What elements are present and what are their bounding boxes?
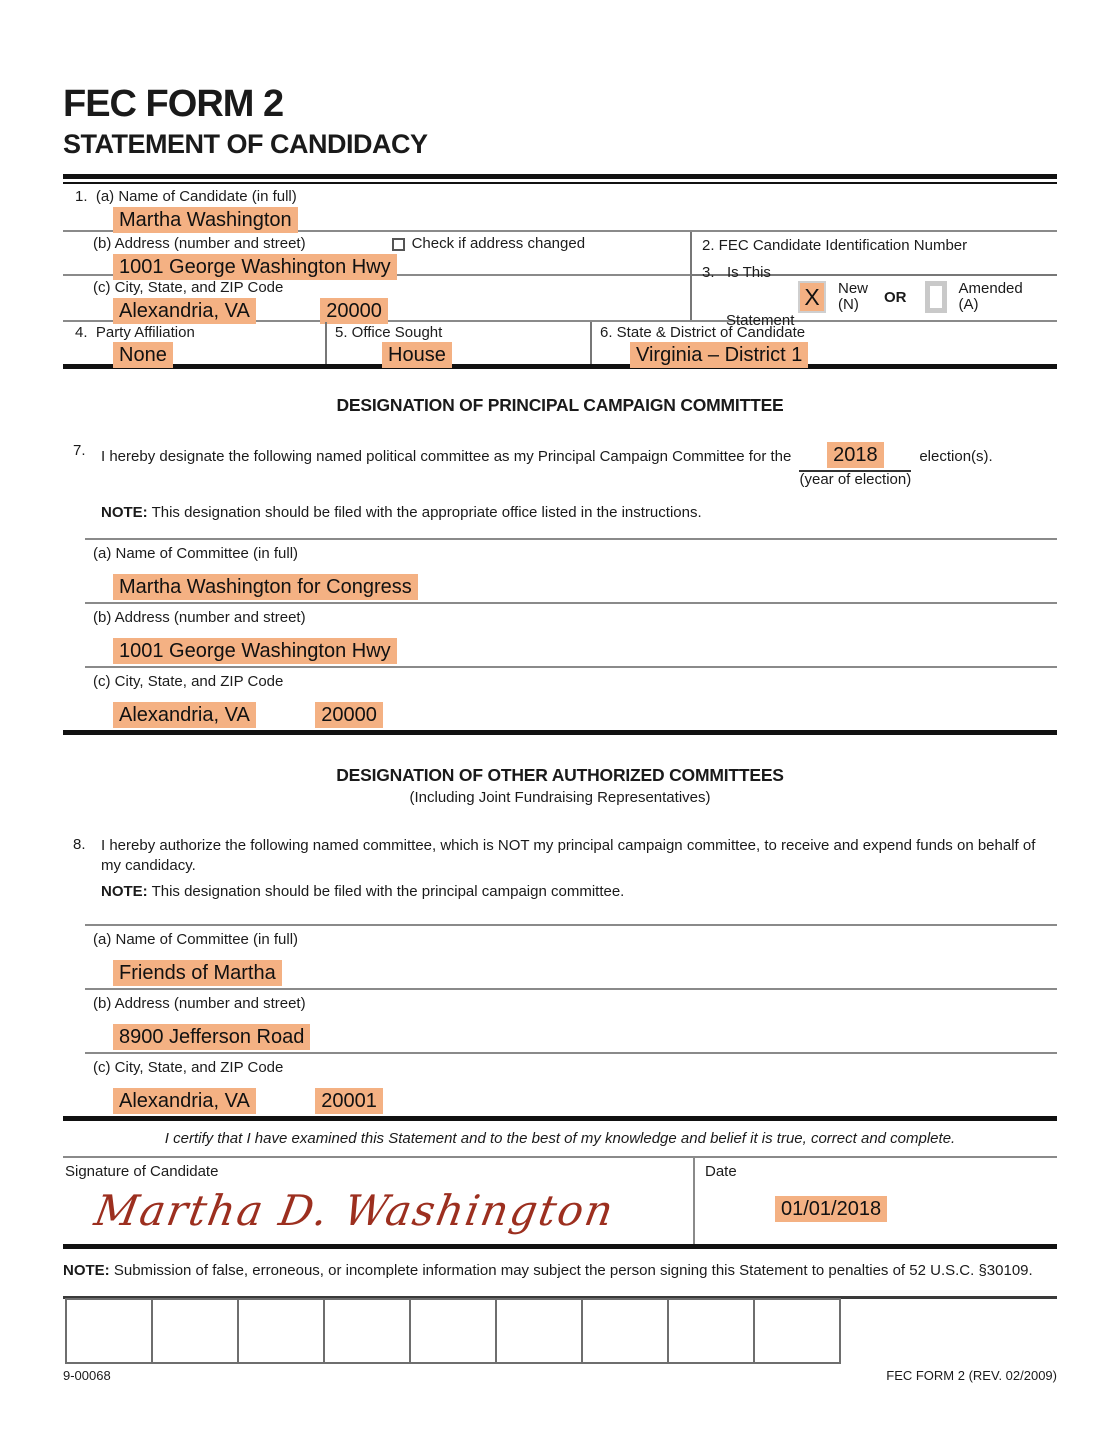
grid-box[interactable] xyxy=(237,1298,325,1364)
item-7-note xyxy=(101,504,1057,521)
item-7-text-before: I hereby designate the following named political committee as my Principal Campaign Committee for the xyxy=(101,448,792,465)
principal-committee-city-row xyxy=(63,668,1057,730)
candidate-city-row xyxy=(63,276,690,320)
committee-city-field[interactable]: Alexandria, VA xyxy=(113,1088,256,1114)
new-label: New xyxy=(838,280,869,297)
candidate-city-label: (c) City, State, and ZIP Code xyxy=(93,279,284,296)
office-sought-cell xyxy=(325,322,590,364)
date-cell xyxy=(693,1158,1057,1244)
note-label: NOTE: xyxy=(101,504,148,521)
committee-city-field[interactable]: Alexandria, VA xyxy=(113,702,256,728)
committee-address-label: (b) Address (number and street) xyxy=(93,995,306,1012)
state-district-field[interactable]: Virginia – District 1 xyxy=(630,342,808,368)
form-code: 9-00068 xyxy=(63,1368,111,1383)
certification-section xyxy=(63,1130,1057,1279)
date-field[interactable]: 01/01/2018 xyxy=(775,1196,887,1222)
committee-name-field[interactable]: Friends of Martha xyxy=(113,960,282,986)
party-affiliation-cell xyxy=(63,322,325,364)
candidate-city-field[interactable]: Alexandria, VA xyxy=(113,298,256,324)
grid-box[interactable] xyxy=(409,1298,497,1364)
committee-name-label: (a) Name of Committee (in full) xyxy=(93,931,299,948)
office-sought-field[interactable]: House xyxy=(382,342,452,368)
section-divider xyxy=(63,730,1057,735)
page-footer xyxy=(63,1368,1057,1383)
or-label: OR xyxy=(884,288,907,306)
form-revision: FEC FORM 2 (REV. 02/2009) xyxy=(886,1368,1057,1383)
candidate-name-field[interactable]: Martha Washington xyxy=(113,207,298,233)
candidate-name-row xyxy=(63,184,1057,230)
statement-type-cell xyxy=(692,264,1057,329)
year-of-election-caption: (year of election) xyxy=(799,471,912,488)
principal-committee-address-row xyxy=(63,604,1057,666)
date-label: Date xyxy=(705,1163,737,1180)
new-statement-checkbox[interactable]: X xyxy=(798,281,826,313)
address-and-id-rows xyxy=(63,232,1057,329)
signature-block xyxy=(63,1156,1057,1244)
year-of-election-field[interactable] xyxy=(799,442,912,488)
candidate-address-label: (b) Address (number and street) xyxy=(93,235,306,252)
penalties-note xyxy=(63,1262,1057,1279)
grid-box[interactable] xyxy=(151,1298,239,1364)
party-affiliation-field[interactable]: None xyxy=(113,342,173,368)
other-committees-subheading: (Including Joint Fundraising Representatives) xyxy=(409,789,711,806)
is-this-statement-label-line1: 3. Is This xyxy=(702,264,771,281)
other-committee-city-row xyxy=(63,1054,1057,1116)
item-8-number: 8. xyxy=(73,836,86,853)
is-this-statement-label-line2: Statement xyxy=(726,312,795,329)
form-subtitle: STATEMENT OF CANDIDACY xyxy=(63,129,428,159)
address-changed-checkbox[interactable] xyxy=(392,236,585,252)
amended-code-label: (A) xyxy=(958,296,979,313)
signature-field[interactable]: Martha D. Washington xyxy=(91,1186,619,1235)
committee-zip-field[interactable]: 20000 xyxy=(315,702,383,728)
checkbox-icon[interactable] xyxy=(392,238,405,251)
new-code-label: (N) xyxy=(838,296,859,313)
other-committees-section xyxy=(63,765,1057,1121)
grid-box[interactable] xyxy=(753,1298,841,1364)
committee-name-label: (a) Name of Committee (in full) xyxy=(93,545,299,562)
state-district-cell xyxy=(590,322,1057,364)
grid-box[interactable] xyxy=(323,1298,411,1364)
title-divider xyxy=(63,174,1057,184)
candidate-info-table xyxy=(63,184,1057,369)
year-of-election-value[interactable]: 2018 xyxy=(827,442,884,468)
grid-box[interactable] xyxy=(667,1298,755,1364)
committee-address-label: (b) Address (number and street) xyxy=(93,609,306,626)
section-divider xyxy=(63,1116,1057,1121)
grid-box[interactable] xyxy=(495,1298,583,1364)
note-text: This designation should be filed with the principal campaign committee. xyxy=(151,883,625,900)
grid-box[interactable] xyxy=(65,1298,153,1364)
other-committees-heading: DESIGNATION OF OTHER AUTHORIZED COMMITTEES xyxy=(336,765,784,785)
party-affiliation-label: 4. Party Affiliation xyxy=(75,324,195,341)
signature-cell xyxy=(63,1158,693,1244)
committee-name-field[interactable]: Martha Washington for Congress xyxy=(113,574,418,600)
office-sought-label: 5. Office Sought xyxy=(335,324,443,341)
section-divider xyxy=(63,1244,1057,1249)
candidate-address-field[interactable]: 1001 George Washington Hwy xyxy=(113,254,397,280)
item-7-number: 7. xyxy=(73,442,86,459)
certification-text: I certify that I have examined this Statement and to the best of my knowledge and belief it is true, correct and complete. xyxy=(164,1130,956,1147)
amended-label: Amended xyxy=(958,280,1023,297)
item-8-text: I hereby authorize the following named committee, which is NOT my principal campaign committee, to receive and expend funds on behalf of my candidacy. xyxy=(101,837,1036,874)
grid-box[interactable] xyxy=(581,1298,669,1364)
committee-zip-field[interactable]: 20001 xyxy=(315,1088,383,1114)
title-block xyxy=(63,85,1057,160)
signature-label: Signature of Candidate xyxy=(65,1163,219,1180)
candidate-address-row xyxy=(63,232,690,278)
item-8-note xyxy=(101,882,1053,902)
amended-statement-checkbox[interactable] xyxy=(925,281,947,313)
item-8-paragraph xyxy=(73,836,1057,902)
committee-address-field[interactable]: 1001 George Washington Hwy xyxy=(113,638,397,664)
note-text: This designation should be filed with the appropriate office listed in the instructions. xyxy=(151,504,702,521)
state-district-label: 6. State & District of Candidate xyxy=(600,324,806,341)
party-office-district-row xyxy=(63,322,1057,364)
other-committee-name-row xyxy=(63,926,1057,988)
candidate-name-label: 1. (a) Name of Candidate (in full) xyxy=(75,188,297,205)
item-7-paragraph xyxy=(73,442,1057,488)
office-use-boxes xyxy=(63,1298,1057,1364)
committee-city-label: (c) City, State, and ZIP Code xyxy=(93,1059,284,1076)
other-committee-address-row xyxy=(63,990,1057,1052)
note-label: NOTE: xyxy=(101,883,148,900)
note-label: NOTE: xyxy=(63,1262,110,1279)
committee-address-field[interactable]: 8900 Jefferson Road xyxy=(113,1024,310,1050)
committee-city-label: (c) City, State, and ZIP Code xyxy=(93,673,284,690)
note-text: Submission of false, erroneous, or incomplete information may subject the person signing this Statement to penalties of 52 U.S.C. §30109. xyxy=(113,1262,1033,1279)
fec-id-label: 2. FEC Candidate Identification Number xyxy=(702,237,968,254)
principal-committee-name-row xyxy=(63,540,1057,602)
principal-committee-section xyxy=(63,395,1057,735)
principal-committee-heading: DESIGNATION OF PRINCIPAL CAMPAIGN COMMITTEE xyxy=(336,395,784,415)
candidate-zip-field[interactable]: 20000 xyxy=(320,298,388,324)
address-changed-label: Check if address changed xyxy=(411,235,586,252)
item-7-text-after: election(s). xyxy=(919,448,993,465)
form-title: FEC FORM 2 xyxy=(63,83,284,125)
